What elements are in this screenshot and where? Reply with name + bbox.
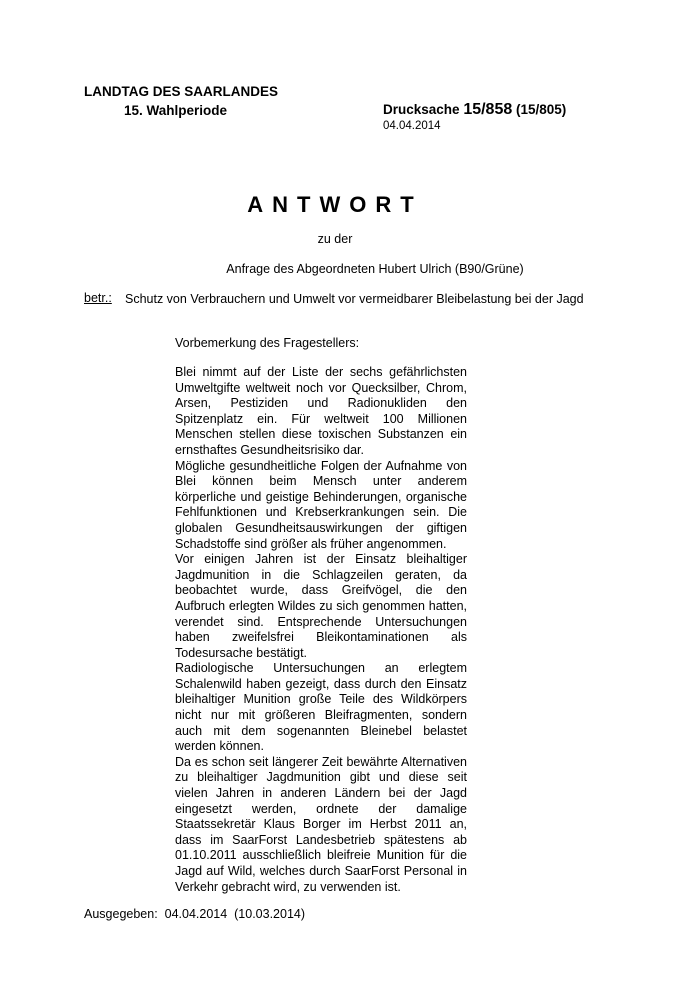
paragraph: Radiologische Untersuchungen an erlegtem Schalenwild haben gezeigt, dass durch den Einsatz bleihaltiger Munition große Teile des Wildkörpers nicht nur mit größeren Bleifragmenten, sondern auch mit dem sogenannten Bleinebel belastet werden können. xyxy=(175,661,467,754)
paragraph: Mögliche gesundheitliche Folgen der Aufnahme von Blei können beim Mensch unter anderem körperliche und geistige Behinderungen, organische Fehlfunktionen und Krebserkrankungen sein. Die globalen Gesundheitsauswirkungen der giftigen Schadstoffe sind größer als früher angenommen. xyxy=(175,458,467,551)
page-title: ANTWORT xyxy=(247,192,423,217)
subject-label: betr.: xyxy=(84,291,112,305)
legislative-period: 15. Wahlperiode xyxy=(124,103,228,118)
issued-line: Ausgegeben: 04.04.2014 (10.03.2014) xyxy=(84,907,306,921)
paragraph: Vor einigen Jahren ist der Einsatz bleihaltiger Jagdmunition in die Schlagzeilen geraten, da beobachtet wurde, dass Greifvögel, die den Aufbruch erlegten Wildes zu sich genommen hatten, verendet sind. Entsprechende Untersuchungen haben zweifelsfrei Bleikontaminationen als Todesursache bestätigt. xyxy=(175,552,467,660)
document-number-value: 15/858 xyxy=(463,101,513,118)
document-reference: (15/805) xyxy=(516,102,567,117)
subject-text: Schutz von Verbrauchern und Umwelt vor vermeidbarer Bleibelastung bei der Jagd xyxy=(125,292,584,306)
paragraph: Da es schon seit längerer Zeit bewährte Alternativen zu bleihaltiger Jagdmunition gibt und diese seit vielen Jahren in anderen Ländern bei der Jagd eingesetzt werden, ordnete der damalige Staatssekretär Klaus Borger im Herbst 2011 an, dass im SaarForst Landesbetrieb spätestens ab 01.10.2011 ausschließlich bleifreie Munition für die Jagd auf Wild, welches durch SaarForst Personal in Verkehr gebracht wird, zu verwenden ist. xyxy=(175,754,467,894)
document-date: 04.04.2014 xyxy=(383,120,441,132)
document-label: Drucksache xyxy=(383,102,460,117)
document-number xyxy=(383,101,566,119)
parliament-name: LANDTAG DES SAARLANDES xyxy=(84,84,279,99)
paragraph: Blei nimmt auf der Liste der sechs gefährlichsten Umweltgifte weltweit noch vor Quecksilber, Chrom, Arsen, Pestiziden und Radionukliden den Spitzenplatz ein. Für weltweit 100 Millionen Menschen stellen diese toxischen Substanzen ein ernsthaftes Gesundheitsrisiko dar. xyxy=(175,365,467,457)
preliminary-remark-heading: Vorbemerkung des Fragestellers: xyxy=(175,336,360,350)
preliminary-remark-body xyxy=(175,365,467,895)
inquiry-line: Anfrage des Abgeordneten Hubert Ulrich (B90/Grüne) xyxy=(226,262,524,276)
subtitle: zu der xyxy=(317,232,353,246)
